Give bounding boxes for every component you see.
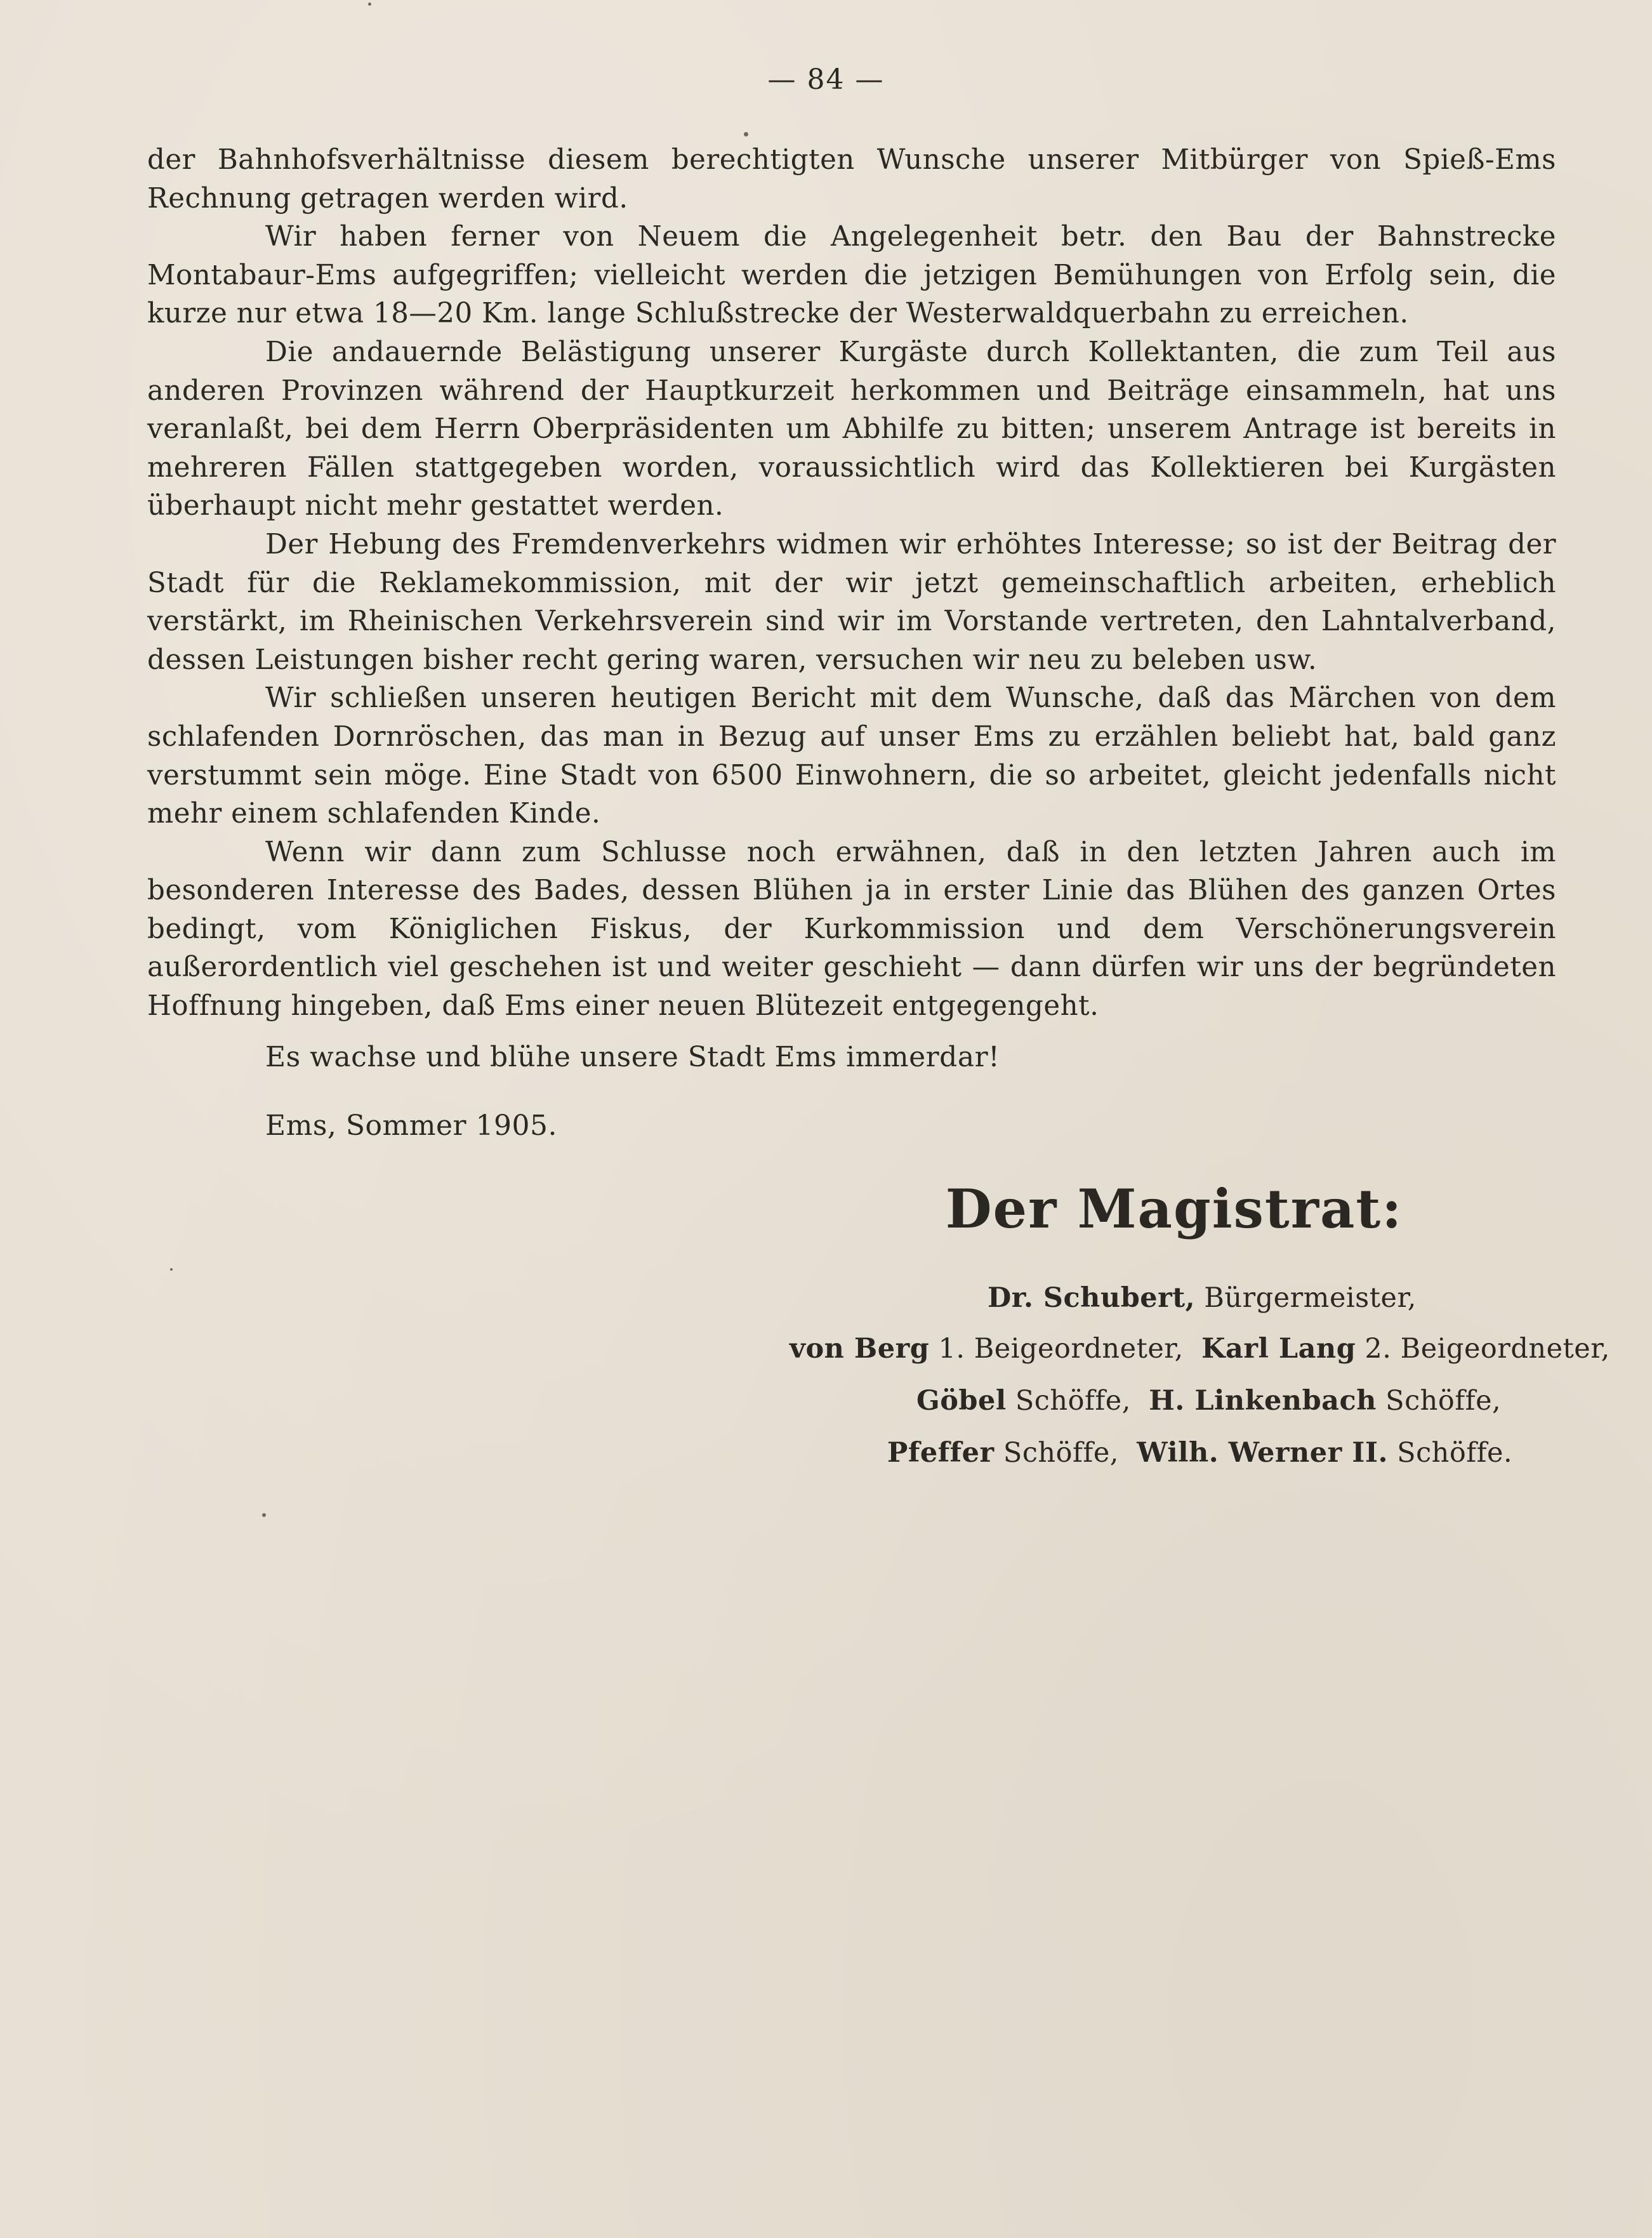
paper-speck <box>368 3 371 6</box>
paragraph-6: Wenn wir dann zum Schlusse noch erwähnen, daß in den letzten Jahren auch im besonderen Interesse des Bades, dessen Blühen ja in erster Linie das Blühen des ganzen Ortes bedingt, vom Königlichen Fiskus, der Kurkommission und dem Verschönerungsverein außerordentlich viel geschehen ist und weiter geschieht — dann dürfen wir uns der begründeten Hoffnung hingeben, daß Ems einer neuen Blütezeit entgegengeht. <box>147 836 1556 1023</box>
signatory-role: Schöffe. <box>1387 1437 1513 1469</box>
signatory-role: 2. Beigeordneter, <box>1356 1333 1610 1365</box>
signatory-line-3 <box>916 1385 1501 1417</box>
paragraph-5: Wir schließen unseren heutigen Bericht mit dem Wunsche, daß das Märchen von dem schlafenden Dornröschen, das man in Bezug auf unser Ems zu erzählen beliebt hat, bald ganz verstummt sein möge. Eine Stadt von 6500 Einwohnern, die so arbeitet, gleicht jedenfalls nicht mehr einem schlafenden Kinde. <box>147 682 1556 830</box>
paragraph-2: Wir haben ferner von Neuem die Angelegenheit betr. den Bau der Bahnstrecke Montabaur-Ems aufgegriffen; vielleicht werden die jetzigen Bemühungen von Erfolg sein, die kurze nur etwa 18—20 Km. lange Schlußstrecke der Westerwaldquerbahn zu erreichen. <box>147 221 1556 330</box>
signatory-name: Pfeffer <box>887 1437 995 1469</box>
signature-heading: Der Magistrat: <box>945 1177 1403 1240</box>
paragraph-4: Der Hebung des Fremdenverkehrs widmen wir erhöhtes Interesse; so ist der Beitrag der Stadt für die Reklamekommission, mit der wir jetzt gemeinschaftlich arbeiten, erheblich verstärkt, im Rheinischen Verkehrsverein sind wir im Vorstande vertreten, den Lahntalverband, dessen Leistungen bisher recht gering waren, versuchen wir neu zu beleben usw. <box>147 528 1556 676</box>
signatory-line-4 <box>887 1437 1512 1469</box>
signatory-role: Schöffe, <box>994 1437 1137 1469</box>
signatory-name: H. Linkenbach <box>1149 1385 1377 1417</box>
signatory-name: Karl Lang <box>1201 1333 1356 1365</box>
signatory-name: Dr. Schubert, <box>988 1282 1196 1314</box>
signatory-line-2 <box>790 1333 1610 1365</box>
signatory-line-1 <box>988 1282 1417 1314</box>
paragraph-3: Die andauernde Belästigung unserer Kurgäste durch Kollektanten, die zum Teil aus anderen Provinzen während der Hauptkurzeit herkommen und Beiträge einsammeln, hat uns veranlaßt, bei dem Herrn Oberpräsidenten um Abhilfe zu bitten; unserem Antrage ist bereits in mehreren Fällen stattgegeben worden, voraussichtlich wird das Kollektieren bei Kurgästen überhaupt nicht mehr gestattet werden. <box>147 336 1556 522</box>
signatory-role: 1. Beigeordneter, <box>929 1333 1202 1365</box>
paragraph-1: der Bahnhofsverhältnisse diesem berechtigten Wunsche unserer Mitbürger von Spieß-Ems Rechnung getragen werden wird. <box>147 144 1556 215</box>
paper-speck <box>262 1513 266 1517</box>
paper-speck <box>744 132 748 136</box>
paper-speck <box>170 1268 173 1271</box>
place-date: Ems, Sommer 1905. <box>265 1109 557 1142</box>
body-text <box>147 141 1556 1026</box>
signatory-name: Wilh. Werner II. <box>1137 1437 1388 1469</box>
signatory-role: Schöffe, <box>1006 1385 1149 1417</box>
signatory-name: von Berg <box>790 1333 930 1365</box>
page-number: — 84 — <box>767 63 885 96</box>
signatory-role: Bürgermeister, <box>1195 1282 1417 1314</box>
signatory-role: Schöffe, <box>1376 1385 1502 1417</box>
closing-wish: Es wachse und blühe unsere Stadt Ems immerdar! <box>265 1041 1000 1073</box>
signatory-name: Göbel <box>916 1385 1007 1417</box>
